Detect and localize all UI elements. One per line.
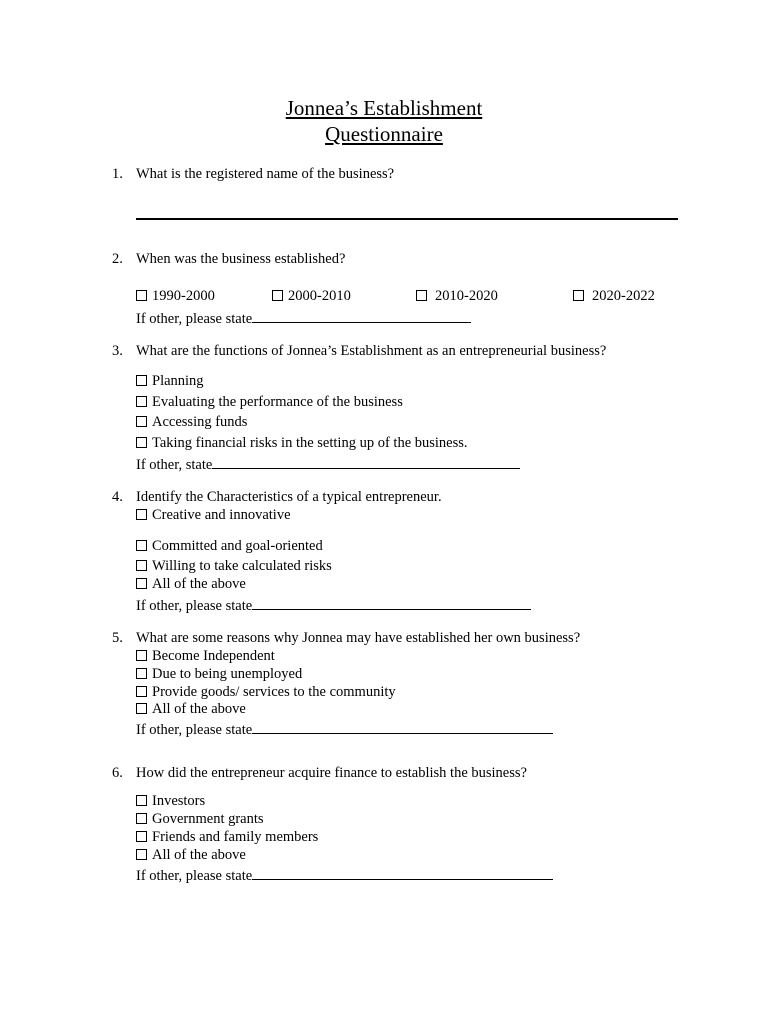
q4-option-4[interactable]: All of the above (136, 577, 246, 592)
q2-option-4[interactable]: 2020-2022 (573, 289, 655, 304)
q2-option-1[interactable]: 1990-2000 (136, 289, 215, 304)
checkbox[interactable] (136, 560, 147, 571)
checkbox[interactable] (136, 831, 147, 842)
checkbox[interactable] (136, 437, 147, 448)
q2-other: If other, please state (136, 309, 471, 327)
q6-option-2[interactable]: Government grants (136, 812, 264, 827)
q3-text: What are the functions of Jonnea’s Establishment as an entrepreneurial business? (136, 343, 607, 359)
q1-text: What is the registered name of the business? (136, 166, 395, 182)
q3-other: If other, state (136, 455, 520, 473)
q4-option-3[interactable]: Willing to take calculated risks (136, 559, 332, 574)
checkbox[interactable] (272, 290, 283, 301)
q5-option-2[interactable]: Due to being unemployed (136, 667, 302, 682)
q2-option-2[interactable]: 2000-2010 (272, 289, 351, 304)
checkbox[interactable] (136, 416, 147, 427)
q4-option-2[interactable]: Committed and goal-oriented (136, 539, 323, 554)
q3-option-2[interactable]: Evaluating the performance of the business (136, 395, 403, 410)
q2-option-3[interactable]: 2010-2020 (416, 289, 498, 304)
q4-number: 4. (112, 489, 123, 505)
q6-text: How did the entrepreneur acquire finance to establish the business? (136, 765, 527, 781)
checkbox[interactable] (136, 396, 147, 407)
q5-number: 5. (112, 630, 123, 646)
checkbox[interactable] (136, 686, 147, 697)
title-line-1: Jonnea’s Establishment (285, 96, 483, 120)
q5-option-1[interactable]: Become Independent (136, 649, 275, 664)
q3-option-4[interactable]: Taking financial risks in the setting up of the business. (136, 436, 468, 451)
q2-text: When was the business established? (136, 251, 346, 267)
q1-answer-line[interactable] (136, 218, 678, 220)
checkbox[interactable] (136, 650, 147, 661)
q4-text: Identify the Characteristics of a typical entrepreneur. (136, 489, 442, 505)
q4-other-input[interactable] (252, 596, 531, 610)
checkbox[interactable] (416, 290, 427, 301)
checkbox[interactable] (136, 795, 147, 806)
checkbox[interactable] (136, 578, 147, 589)
checkbox[interactable] (136, 849, 147, 860)
q6-number: 6. (112, 765, 123, 781)
q3-option-1[interactable]: Planning (136, 374, 204, 389)
checkbox[interactable] (136, 703, 147, 714)
q5-option-4[interactable]: All of the above (136, 702, 246, 717)
q6-option-3[interactable]: Friends and family members (136, 830, 318, 845)
q1-number: 1. (112, 166, 123, 182)
q2-number: 2. (112, 251, 123, 267)
checkbox[interactable] (136, 290, 147, 301)
checkbox[interactable] (136, 668, 147, 679)
q5-text: What are some reasons why Jonnea may have established her own business? (136, 630, 581, 646)
q5-option-3[interactable]: Provide goods/ services to the community (136, 685, 396, 700)
q6-other-input[interactable] (252, 866, 553, 880)
checkbox[interactable] (136, 509, 147, 520)
q5-other: If other, please state (136, 720, 553, 738)
q4-other: If other, please state (136, 596, 531, 614)
checkbox[interactable] (136, 540, 147, 551)
q3-option-3[interactable]: Accessing funds (136, 415, 247, 430)
q3-other-input[interactable] (212, 455, 520, 469)
checkbox[interactable] (136, 375, 147, 386)
checkbox[interactable] (573, 290, 584, 301)
q6-option-4[interactable]: All of the above (136, 848, 246, 863)
q2-other-input[interactable] (252, 309, 471, 323)
title-line-2: Questionnaire (325, 122, 443, 146)
q3-number: 3. (112, 343, 123, 359)
q6-other: If other, please state (136, 866, 553, 884)
checkbox[interactable] (136, 813, 147, 824)
q6-option-1[interactable]: Investors (136, 794, 205, 809)
q5-other-input[interactable] (252, 720, 553, 734)
q4-option-1[interactable]: Creative and innovative (136, 508, 291, 523)
